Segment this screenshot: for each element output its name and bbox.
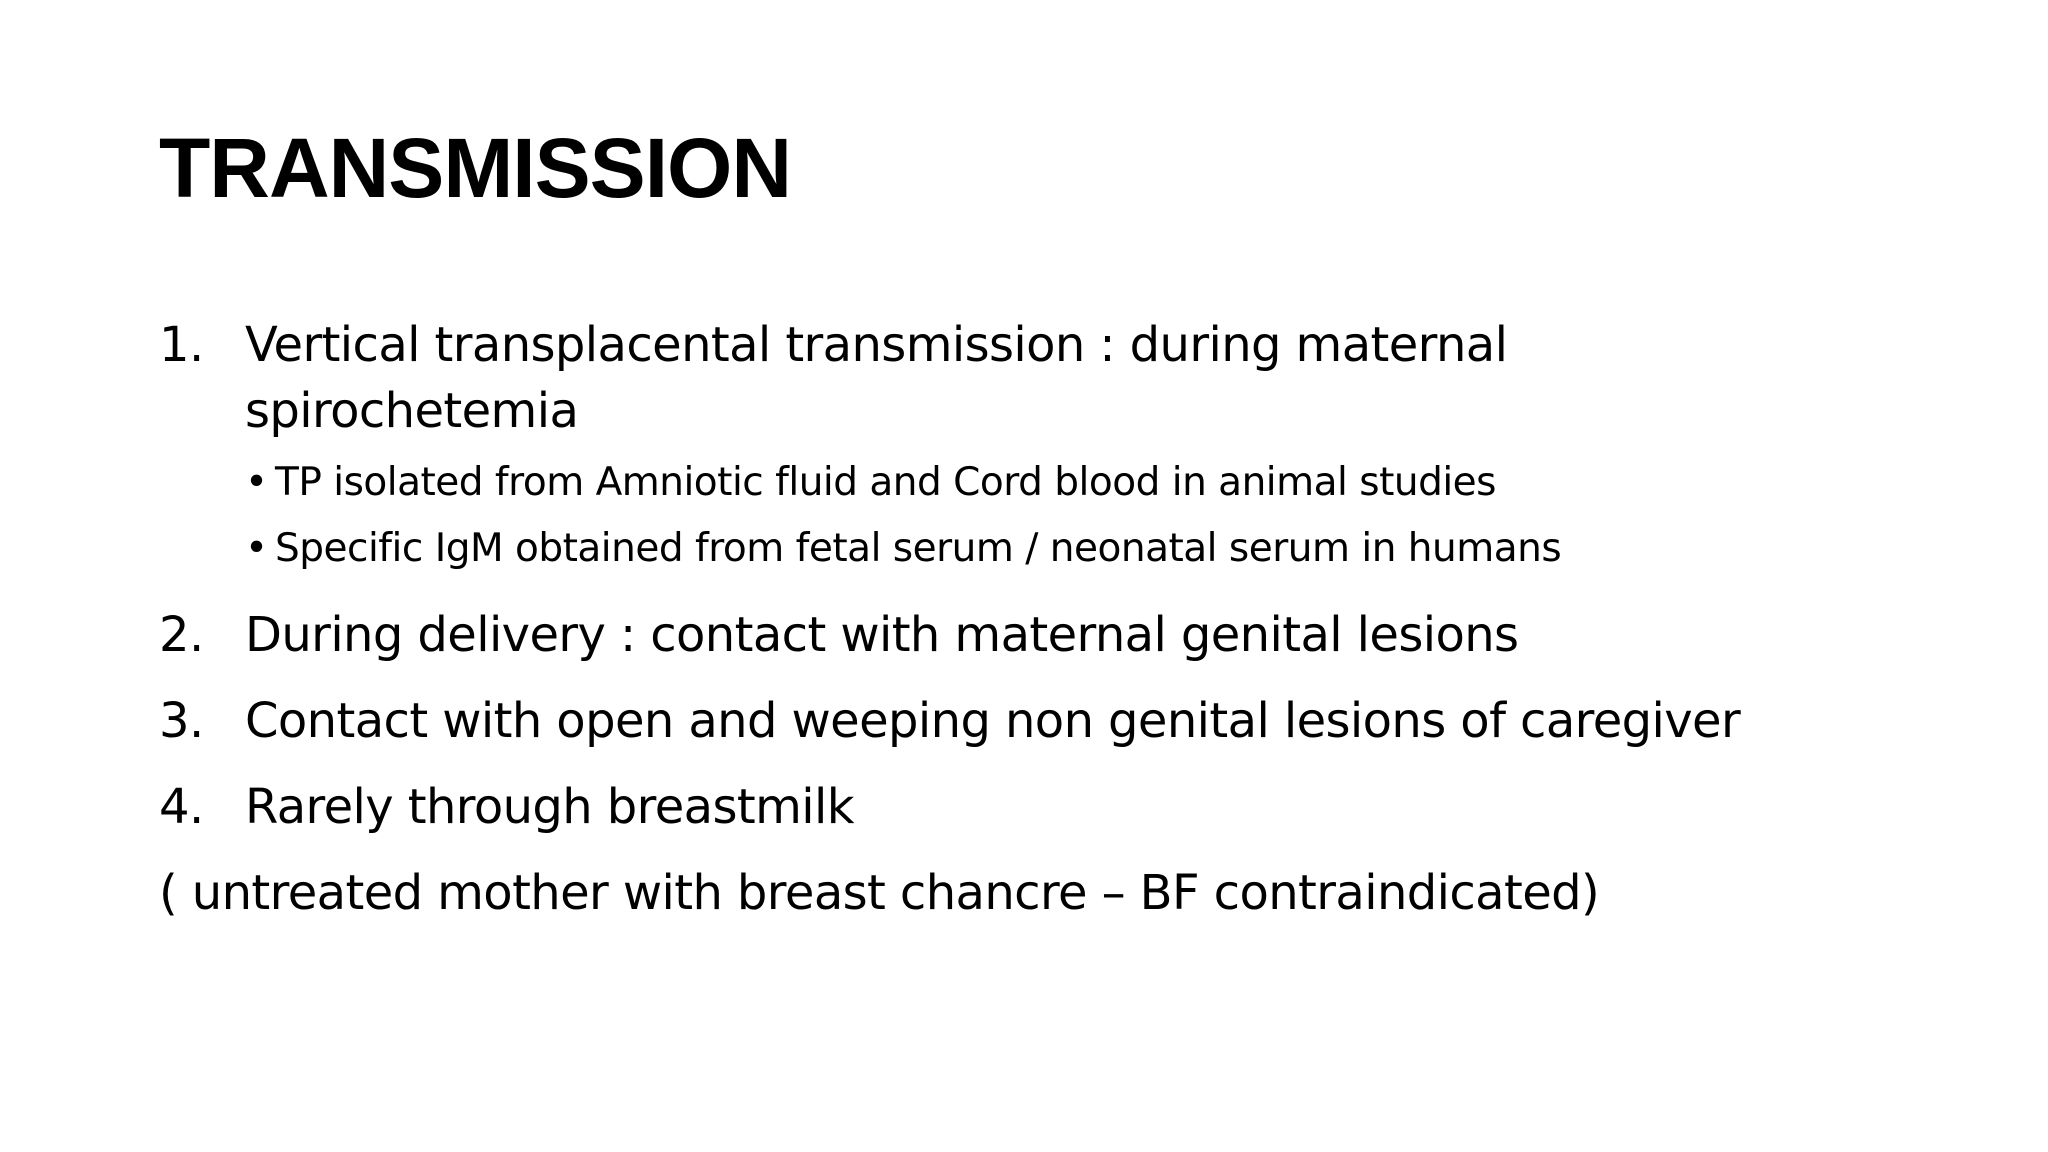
list-item-2	[159, 602, 1959, 668]
list-item-4	[159, 774, 1959, 840]
sub-list-item	[245, 450, 1959, 516]
sub-list-item-text: TP isolated from Amniotic fluid and Cord blood in animal studies	[275, 460, 1496, 505]
list-item-text: Vertical transplacental transmission : during maternal spirochetemia	[245, 317, 1508, 439]
list-item-3	[159, 688, 1959, 754]
slide-body	[159, 312, 1959, 926]
footnote-text: ( untreated mother with breast chancre – BF contraindicated)	[159, 865, 1600, 921]
list-item-text: Contact with open and weeping non genital lesions of caregiver	[245, 693, 1741, 749]
list-number: 2.	[159, 607, 204, 663]
slide-title: TRANSMISSION	[159, 121, 792, 215]
sub-list-item-text: Specific IgM obtained from fetal serum / neonatal serum in humans	[275, 526, 1562, 571]
list-number: 4.	[159, 779, 204, 835]
sub-list-item	[245, 516, 1959, 582]
bullet-icon: •	[245, 526, 268, 571]
list-number: 1.	[159, 317, 204, 373]
sub-list	[245, 450, 1959, 582]
list-item-1	[159, 312, 1959, 582]
bullet-icon: •	[245, 460, 268, 505]
list-item-text: Rarely through breastmilk	[245, 779, 854, 835]
list-item-text: During delivery : contact with maternal genital lesions	[245, 607, 1519, 663]
list-number: 3.	[159, 693, 204, 749]
